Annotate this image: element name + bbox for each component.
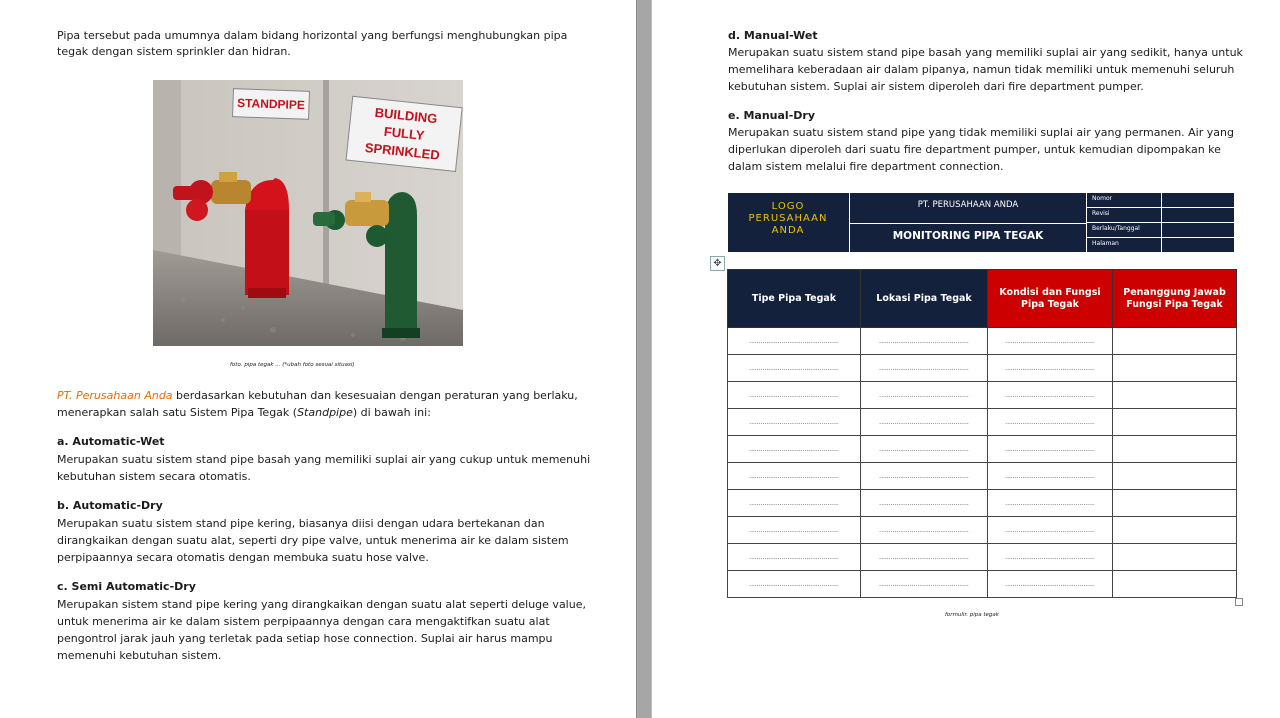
paragraph-text: ) di bawah ini: bbox=[352, 406, 431, 419]
intro-line-2: tegak dengan sistem sprinkler dan hidran. bbox=[57, 45, 291, 58]
table-cell[interactable] bbox=[1113, 571, 1237, 598]
logo-text: LOGO bbox=[771, 201, 805, 212]
sign-line-building: BUILDING bbox=[374, 104, 439, 127]
table-move-handle-icon[interactable]: ✥ bbox=[710, 256, 725, 271]
column-header-condition: Kondisi dan Fungsi Pipa Tegak bbox=[988, 270, 1113, 328]
standpipe-photo bbox=[153, 80, 463, 346]
table-cell[interactable]: ............................................... bbox=[728, 517, 861, 544]
section-c-line: pengontrol jarak jauh yang terletak pada setiap hose connection. Suplai air harus mampu bbox=[57, 632, 553, 645]
table-cell[interactable]: ............................................... bbox=[988, 544, 1113, 571]
table-body bbox=[728, 328, 1237, 598]
table-row bbox=[728, 355, 1237, 382]
column-header-location: Lokasi Pipa Tegak bbox=[861, 270, 988, 328]
company-name-cell: PT. PERUSAHAAN ANDA bbox=[917, 200, 1019, 210]
table-cell[interactable]: ............................................... bbox=[728, 490, 861, 517]
intro-line-1: Pipa tersebut pada umumnya dalam bidang horizontal yang berfungsi menghubungkan pipa bbox=[57, 29, 568, 42]
table-cell[interactable]: ............................................... bbox=[728, 436, 861, 463]
company-name: PT. Perusahaan Anda bbox=[57, 389, 173, 402]
table-cell[interactable] bbox=[1113, 355, 1237, 382]
table-cell[interactable]: ............................................... bbox=[861, 517, 988, 544]
table-cell[interactable] bbox=[1113, 544, 1237, 571]
logo-placeholder bbox=[728, 201, 848, 237]
table-cell[interactable] bbox=[1113, 436, 1237, 463]
left-page bbox=[0, 0, 636, 718]
page-gutter bbox=[636, 0, 652, 718]
sign-line-sprinkled: SPRINKLED bbox=[364, 139, 441, 163]
section-c-line: memenuhi kebutuhan sistem. bbox=[57, 649, 222, 662]
section-a-line: kebutuhan sistem secara otomatis. bbox=[57, 470, 251, 483]
logo-text: ANDA bbox=[771, 225, 805, 236]
section-b-line: dirangkaikan dengan suatu alat, seperti dry pipe valve, untuk menerima air ke dalam sistem bbox=[57, 534, 569, 547]
standpipe-term: Standpipe bbox=[297, 406, 353, 419]
table-row bbox=[728, 490, 1237, 517]
table-row bbox=[728, 436, 1237, 463]
section-c-line: untuk menerima air ke dalam sistem perpipaannya dengan cara mengaktifkan suatu alat bbox=[57, 615, 550, 628]
meta-label-berlaku: Berlaku/Tanggal bbox=[1092, 225, 1140, 232]
section-b-title: b. Automatic-Dry bbox=[57, 499, 163, 512]
section-b-line: Merupakan suatu sistem stand pipe kering, biasanya diisi dengan udara bertekanan dan bbox=[57, 517, 545, 530]
section-a-line: Merupakan suatu sistem stand pipe basah yang memiliki suplai air yang cukup untuk memenuhi bbox=[57, 453, 591, 466]
table-cell[interactable]: ............................................... bbox=[988, 436, 1113, 463]
table-cell[interactable]: ............................................... bbox=[988, 490, 1113, 517]
section-c-line: Merupakan sistem stand pipe kering yang dirangkaikan dengan suatu alat seperti deluge value, bbox=[57, 598, 586, 611]
table-cell[interactable]: ............................................... bbox=[988, 463, 1113, 490]
table-cell[interactable]: ............................................... bbox=[988, 382, 1113, 409]
table-cell[interactable]: ............................................... bbox=[861, 382, 988, 409]
table-cell[interactable] bbox=[1113, 328, 1237, 355]
section-e-line: dalam sistem melalui fire department connection. bbox=[728, 160, 1004, 173]
column-header-responsible: Penanggung Jawab Fungsi Pipa Tegak bbox=[1113, 270, 1237, 328]
section-e-line: diperlukan diperoleh dari suatu fire department pumper, untuk kemudian dipompakan ke bbox=[728, 143, 1221, 156]
table-cell[interactable]: ............................................... bbox=[988, 355, 1113, 382]
document-title: MONITORING PIPA TEGAK bbox=[892, 230, 1044, 242]
paragraph-text: menerapkan salah satu Sistem Pipa Tegak ( bbox=[57, 406, 298, 419]
table-cell[interactable] bbox=[1113, 463, 1237, 490]
section-c-title: c. Semi Automatic-Dry bbox=[57, 580, 196, 593]
table-cell[interactable]: ............................................... bbox=[988, 328, 1113, 355]
photo-caption: foto. pipa tegak ... (*ubah foto sesuai situasi) bbox=[230, 362, 355, 368]
table-cell[interactable]: ............................................... bbox=[728, 382, 861, 409]
table-cell[interactable]: ............................................... bbox=[861, 571, 988, 598]
sign-standpipe: STANDPIPE bbox=[236, 95, 306, 113]
table-cell[interactable]: ............................................... bbox=[861, 328, 988, 355]
table-cell[interactable]: ............................................... bbox=[988, 409, 1113, 436]
table-cell[interactable]: ............................................... bbox=[728, 463, 861, 490]
table-cell[interactable] bbox=[1113, 490, 1237, 517]
table-row bbox=[728, 463, 1237, 490]
table-cell[interactable]: ............................................... bbox=[728, 328, 861, 355]
sign-line-fully: FULLY bbox=[383, 123, 426, 143]
table-cell[interactable] bbox=[1113, 517, 1237, 544]
meta-label-revisi: Revisi bbox=[1092, 210, 1110, 217]
section-d-line: memelihara keberadaan air dalam pipanya, namun tidak memiliki untuk memenuhi seluruh bbox=[728, 63, 1235, 76]
table-cell[interactable]: ............................................... bbox=[728, 355, 861, 382]
table-cell[interactable]: ............................................... bbox=[861, 490, 988, 517]
company-paragraph-line-1 bbox=[57, 387, 578, 404]
table-row bbox=[728, 382, 1237, 409]
table-cell[interactable] bbox=[1113, 382, 1237, 409]
table-resize-handle[interactable] bbox=[1235, 598, 1243, 606]
section-b-line: perpipaannya secara otomatis dengan membuka suatu hose valve. bbox=[57, 551, 429, 564]
monitoring-table bbox=[727, 269, 1237, 598]
table-row bbox=[728, 517, 1237, 544]
table-row bbox=[728, 328, 1237, 355]
table-cell[interactable]: ............................................... bbox=[728, 544, 861, 571]
column-header-type: Tipe Pipa Tegak bbox=[728, 270, 861, 328]
table-cell[interactable]: ............................................... bbox=[861, 544, 988, 571]
table-row bbox=[728, 544, 1237, 571]
meta-label-halaman: Halaman bbox=[1092, 240, 1119, 247]
table-row bbox=[728, 409, 1237, 436]
section-a-title: a. Automatic-Wet bbox=[57, 435, 165, 448]
table-cell[interactable]: ............................................... bbox=[988, 517, 1113, 544]
logo-text: PERUSAHAAN bbox=[748, 213, 828, 224]
table-row bbox=[728, 571, 1237, 598]
meta-label-nomor: Nomor bbox=[1092, 195, 1113, 202]
section-e-title: e. Manual-Dry bbox=[728, 109, 815, 122]
table-cell[interactable]: ............................................... bbox=[728, 571, 861, 598]
section-d-title: d. Manual-Wet bbox=[728, 29, 818, 42]
section-d-line: Merupakan suatu sistem stand pipe basah yang memiliki suplai air yang sedikit, hanya untuk bbox=[728, 46, 1243, 59]
table-cell[interactable]: ............................................... bbox=[861, 409, 988, 436]
table-cell[interactable]: ............................................... bbox=[861, 436, 988, 463]
table-cell[interactable]: ............................................... bbox=[988, 571, 1113, 598]
table-caption: formulir. pipa tegak bbox=[945, 612, 999, 618]
form-header bbox=[728, 193, 1234, 252]
section-d-line: kebutuhan sistem. Suplai air sistem diperoleh dari fire department pumper. bbox=[728, 80, 1144, 93]
paragraph-text: berdasarkan kebutuhan dan kesesuaian dengan peraturan yang berlaku, bbox=[172, 389, 578, 402]
section-e-line: Merupakan suatu sistem stand pipe yang tidak memiliki suplai air yang permanen. Air yang bbox=[728, 126, 1234, 139]
company-paragraph-line-2 bbox=[57, 404, 431, 421]
table-cell[interactable]: ............................................... bbox=[728, 409, 861, 436]
table-cell[interactable] bbox=[1113, 409, 1237, 436]
table-cell[interactable]: ............................................... bbox=[861, 355, 988, 382]
table-cell[interactable]: ............................................... bbox=[861, 463, 988, 490]
